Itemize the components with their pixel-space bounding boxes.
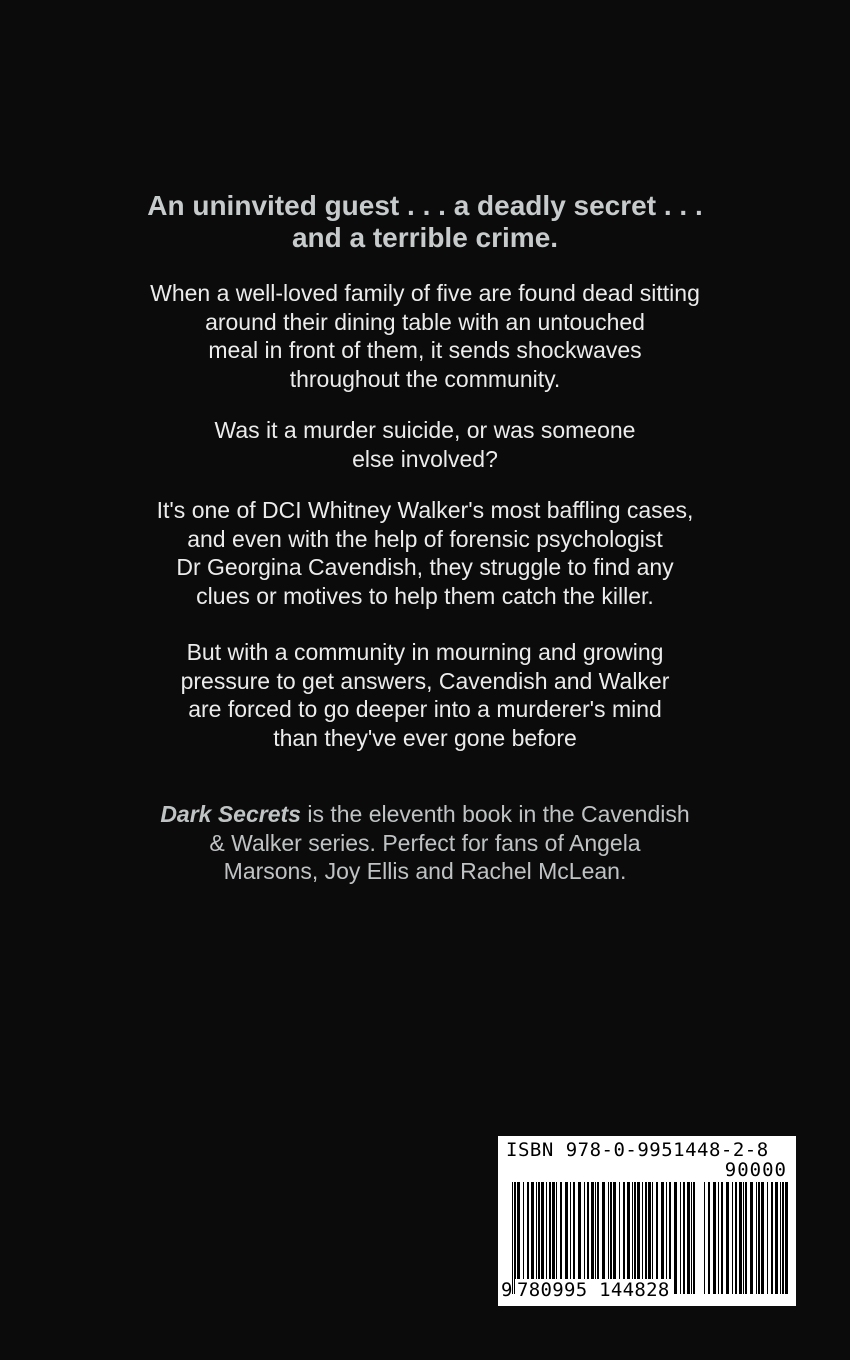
synopsis-line: Dr Georgina Cavendish, they struggle to find any [176, 554, 674, 580]
blurb-line-3: Marsons, Joy Ellis and Rachel McLean. [223, 858, 627, 884]
barcode-bar [613, 1182, 616, 1294]
barcode-bar [538, 1182, 540, 1294]
barcode-bar [693, 1182, 695, 1294]
barcode-bar [546, 1182, 547, 1294]
barcode-bar [721, 1182, 723, 1294]
barcode-bar [642, 1182, 643, 1294]
barcode-bar [756, 1182, 757, 1294]
barcode-bar [743, 1182, 744, 1294]
barcode-bar [735, 1182, 737, 1294]
barcode-bar [619, 1182, 620, 1294]
barcode-bar [512, 1182, 513, 1294]
barcode-bar [645, 1182, 647, 1294]
barcode-bar [780, 1182, 781, 1294]
barcode-bar [587, 1182, 589, 1294]
barcode-bars-addon [704, 1182, 788, 1294]
blurb-line-2: & Walker series. Perfect for fans of Angela [209, 829, 641, 856]
barcode-bar [661, 1182, 664, 1294]
barcode-bar [584, 1182, 585, 1294]
barcode-bar [610, 1182, 612, 1294]
barcode-bar [565, 1182, 568, 1294]
barcode-bar [674, 1182, 677, 1294]
barcode-bar [573, 1182, 575, 1294]
barcode-bar [767, 1182, 768, 1294]
barcode-bar [597, 1182, 599, 1294]
synopsis-paragraph-4 [75, 638, 775, 752]
barcode-bar [536, 1182, 537, 1294]
barcode-bar [666, 1182, 667, 1294]
barcode-bar [732, 1182, 733, 1294]
barcode-bar [514, 1182, 516, 1294]
blurb-line-1-rest: is the eleventh book in the Cavendish [300, 801, 690, 827]
barcode-bar [608, 1182, 609, 1294]
barcode-bar [560, 1182, 562, 1294]
barcode-bar [683, 1182, 685, 1294]
series-blurb [75, 800, 775, 886]
synopsis-line: else involved? [352, 445, 498, 472]
barcode-bar [578, 1182, 581, 1294]
synopsis-line: and even with the help of forensic psychologist [187, 525, 663, 552]
barcode-bar [708, 1182, 710, 1294]
barcode-bar [687, 1182, 690, 1294]
barcode-bar [602, 1182, 605, 1294]
barcode-bar [531, 1182, 534, 1294]
barcode-bar [549, 1182, 551, 1294]
synopsis-line: pressure to get answers, Cavendish and Walker [180, 667, 670, 694]
synopsis-line: clues or motives to help them catch the killer. [196, 582, 654, 609]
barcode-bar [745, 1182, 747, 1294]
ean-first-digit: 9 [501, 1279, 513, 1301]
barcode-bar [669, 1182, 671, 1294]
barcode-bar [771, 1182, 773, 1294]
isbn-number: ISBN 978-0-9951448-2-8 [506, 1139, 769, 1161]
synopsis-paragraph-1 [75, 279, 775, 393]
synopsis-paragraph-3 [75, 496, 775, 610]
barcode-bar [637, 1182, 640, 1294]
barcode-bar [595, 1182, 596, 1294]
barcode-bar [591, 1182, 594, 1294]
tagline-line-2: and a terrible crime. [291, 222, 559, 253]
barcode-bar [775, 1182, 778, 1294]
synopsis-line: meal in front of them, it sends shockwaves [208, 337, 642, 363]
synopsis-line: than they've ever gone before [273, 724, 577, 751]
barcode-bar [656, 1182, 658, 1294]
ean-digits: 780995 144828 [517, 1279, 670, 1301]
barcode-bar [556, 1182, 557, 1294]
tagline-line-1: An uninvited guest . . . a deadly secret . . . [147, 190, 703, 221]
barcode-bar [570, 1182, 571, 1294]
barcode-bar [750, 1182, 753, 1294]
barcode-bars-main [512, 1182, 696, 1294]
barcode-bar [523, 1182, 524, 1294]
barcode-bar [782, 1182, 784, 1294]
barcode-bar [713, 1182, 716, 1294]
synopsis-line: are forced to go deeper into a murderer's mind [188, 696, 662, 722]
barcode-bar [726, 1182, 729, 1294]
barcode-addon-number: 90000 [724, 1159, 787, 1181]
synopsis-line: throughout the community. [289, 365, 561, 392]
barcode-bar [623, 1182, 625, 1294]
barcode-bar [718, 1182, 719, 1294]
barcode-bar [691, 1182, 692, 1294]
synopsis-line: It's one of DCI Whitney Walker's most baffling cases, [156, 497, 694, 523]
book-title: Dark Secrets [160, 801, 301, 827]
isbn-barcode [498, 1136, 796, 1306]
barcode-bar [552, 1182, 555, 1294]
synopsis-line: around their dining table with an untouched [205, 308, 645, 335]
barcode-bar [627, 1182, 630, 1294]
synopsis-paragraph-2 [75, 416, 775, 473]
barcode-bar [527, 1182, 529, 1294]
barcode-bar [634, 1182, 636, 1294]
barcode-bar [758, 1182, 760, 1294]
barcode-bar [680, 1182, 681, 1294]
synopsis-line: Was it a murder suicide, or was someone [214, 417, 636, 443]
barcode-bar [541, 1182, 544, 1294]
blurb-line-1 [75, 800, 775, 829]
barcode-bar [704, 1182, 705, 1294]
barcode-bar [761, 1182, 764, 1294]
barcode-bar [648, 1182, 651, 1294]
barcode-bar [785, 1182, 788, 1294]
tagline [0, 190, 850, 254]
barcode-bar [632, 1182, 633, 1294]
barcode-bar [652, 1182, 653, 1294]
synopsis-line: But with a community in mourning and growing [186, 639, 664, 665]
synopsis-line: When a well-loved family of five are found dead sitting [150, 280, 700, 306]
barcode-bar [517, 1182, 520, 1294]
barcode-bar [739, 1182, 742, 1294]
